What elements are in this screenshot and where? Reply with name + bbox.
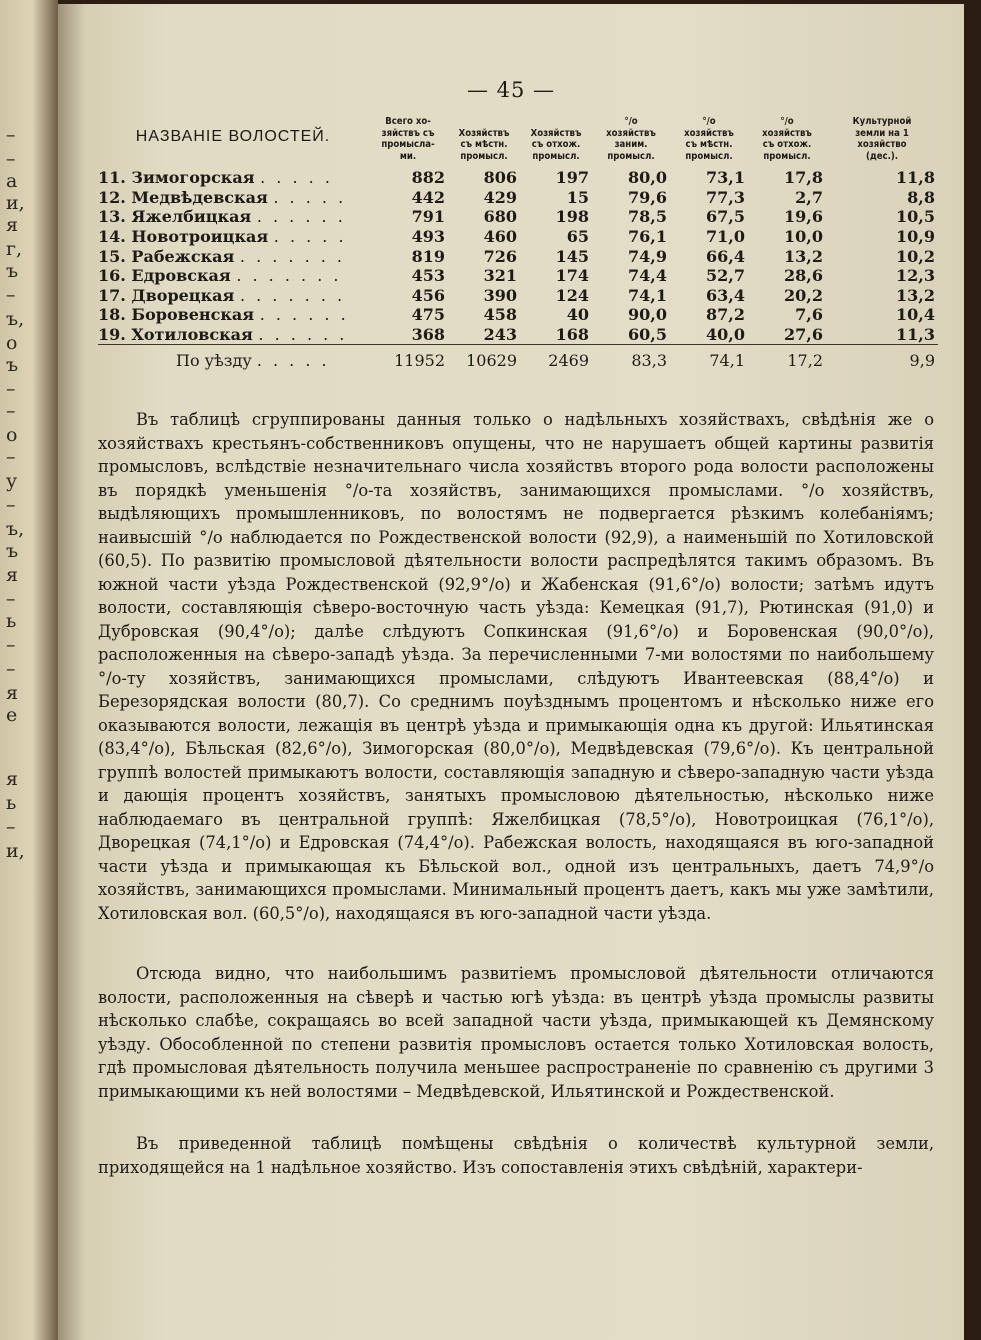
volost-name: Зимогорская <box>131 168 255 188</box>
row-number: 18. <box>98 305 126 325</box>
left-fragment: – <box>6 378 16 400</box>
table-cell: 456 <box>411 285 445 305</box>
table-cell: 79,6 <box>628 187 667 207</box>
leader-dots: . . . . . . . <box>239 246 346 266</box>
table-cell: 453 <box>411 266 445 286</box>
row-number: 17. <box>98 285 126 305</box>
paragraph: Въ таблицѣ сгруппированы данныя только о надѣльныхъ хозяйствахъ, свѣдѣнія же о хозяйствахъ крестьянъ-собственниковъ опущены, что не нарушаетъ общей картины развитія промысловъ, вслѣдствіе незначительнаго числа хозяйствъ второго рода волости расположены въ порядкѣ уменьшенія °/o-та хозяйствъ, занимающихся промыслами. °/o хозяйствъ, выдѣляющихъ промышленниковъ, по волостямъ не подвергается рѣзкимъ колебаніямъ; наивысшій °/o наблюдается по Рождественской волости (92,9), а наименьшій по Хотиловской (60,5). По развитію промысловой дѣятельности волости распредѣлятся такимъ образомъ. Въ южной части уѣзда Рождественской (92,9°/o) и Жабенская (91,6°/o) волости; затѣмъ идутъ волости, составляющія сѣверо-восточную часть уѣзда: Кемецкая (91,7), Рютинская (91,0) и Дубровская (90,4°/o); далѣе слѣдуютъ Сопкинская (91,6°/o) и Боровенская (90,0°/o), расположенныя на сѣверо-западѣ уѣзда. За перечисленными 7-ми волостями по наибольшему °/o-ту хозяйствъ, занимающихся промыслами, слѣдуютъ Ивантеевская (88,4°/o) и Березорядская волости (80,7). Со среднимъ поуѣзднымъ процентомъ и нѣсколько ниже его оказываются волости, лежащія въ центрѣ уѣзда и примыкающія одна къ другой: Ильятинская (83,4°/o), Бѣльская (82,6°/o), Зимогорская (80,0°/o), Медвѣдевская (79,6°/o). Къ центральной группѣ волостей примыкаютъ волости, составляющія западную и сѣверо-западную части уѣзда и дающія процентъ хозяйствъ, занятыхъ промысловою дѣятельностью, нѣсколько ниже наблюдаемаго въ центральной группѣ: Яжелбицкая (78,5°/o), Новотроицкая (76,1°/o), Дворецкая (74,1°/o) и Едровская (74,4°/o). Рабежская волость, находящаяся въ юго-западной части уѣзда и примыкающая къ Бѣльской вол., одной изъ центральныхъ, даетъ 74,9°/o хозяйствъ, занимающихся промыслами. Минимальный процентъ даетъ, какъ мы уже замѣтили, Хотиловская вол. (60,5°/o), находящаяся въ юго-западной части уѣзда. <box>98 410 934 923</box>
leader-dots: . . . . . <box>260 168 333 188</box>
table-cell: 442 <box>411 187 445 207</box>
left-fragment: – <box>6 400 16 422</box>
table-cell: 460 <box>483 227 517 247</box>
left-fragment: и, <box>6 192 25 214</box>
table-cell: 90,0 <box>628 305 667 325</box>
table-cell: 168 <box>555 325 589 345</box>
leader-dots: . . . . . . <box>258 325 348 345</box>
left-fragment: я <box>6 682 18 704</box>
table-cell: 78,5 <box>628 207 667 227</box>
left-fragment: у <box>6 470 18 492</box>
table-cell: 40 <box>566 305 589 325</box>
table-cell: 20,2 <box>784 285 823 305</box>
table-row <box>98 207 938 227</box>
table-cell: 10,4 <box>896 305 935 325</box>
row-number: 19. <box>98 325 126 345</box>
left-fragment: я <box>6 564 18 586</box>
volost-table <box>98 116 938 371</box>
table-cell: 11,8 <box>896 168 935 188</box>
leader-dots: . . . . . <box>256 350 330 370</box>
table-cell: 7,6 <box>795 305 823 325</box>
table-row <box>98 168 938 188</box>
table-cell: 66,4 <box>706 246 745 266</box>
table-cell: 2,7 <box>795 187 823 207</box>
table-cell: 17,8 <box>784 168 823 188</box>
row-number: 11. <box>98 168 126 188</box>
column-header-name: НАЗВАНІЕ ВОЛОСТЕЙ. <box>135 128 331 146</box>
page-number: — 45 — <box>466 78 556 102</box>
table-cell: 321 <box>483 266 517 286</box>
row-number: 16. <box>98 266 126 286</box>
leader-dots: . . . . . . <box>259 305 349 325</box>
table-cell: 28,6 <box>784 266 823 286</box>
table-cell: 13,2 <box>784 246 823 266</box>
table-cell: 493 <box>411 227 445 247</box>
table-cell: 10,2 <box>896 246 935 266</box>
left-fragment: – <box>6 658 16 680</box>
total-cell: 11952 <box>368 345 448 372</box>
table-cell: 65 <box>566 227 589 247</box>
left-fragment: – <box>6 124 16 146</box>
left-fragment: – <box>6 634 16 656</box>
left-fragment: я <box>6 768 18 790</box>
table-cell: 10,5 <box>896 207 935 227</box>
table-cell: 458 <box>483 305 517 325</box>
table-cell: 13,2 <box>896 285 935 305</box>
total-cell: 17,2 <box>748 345 826 372</box>
table-cell: 726 <box>483 246 517 266</box>
table-cell: 806 <box>483 168 517 188</box>
table-row <box>98 325 938 345</box>
left-fragment: а <box>6 170 18 192</box>
total-label: По уѣзду <box>176 350 252 370</box>
left-fragment: о <box>6 332 18 354</box>
left-fragment: – <box>6 588 16 610</box>
table-cell: 71,0 <box>706 227 745 247</box>
table-cell: 19,6 <box>784 207 823 227</box>
table-cell: 74,9 <box>628 246 667 266</box>
table-cell: 12,3 <box>896 266 935 286</box>
table-row <box>98 246 938 266</box>
table-cell: 197 <box>555 168 589 188</box>
volost-name: Рабежская <box>131 246 235 266</box>
volost-name-cell <box>98 325 368 345</box>
table-cell: 74,1 <box>628 285 667 305</box>
table-cell: 10,9 <box>896 227 935 247</box>
row-number: 13. <box>98 207 126 227</box>
left-page-edge <box>0 0 58 1340</box>
volost-name-cell <box>98 227 368 247</box>
table-cell: 15 <box>566 187 589 207</box>
table-cell: 390 <box>483 285 517 305</box>
left-fragment: е <box>6 704 18 726</box>
volost-name-cell <box>98 266 368 286</box>
total-cell: 9,9 <box>826 345 938 372</box>
table-cell: 429 <box>483 187 517 207</box>
volost-name-cell <box>98 188 368 208</box>
volost-name-cell <box>98 305 368 325</box>
total-cell: 10629 <box>448 345 520 372</box>
total-cell: 74,1 <box>670 345 748 372</box>
volost-name-cell <box>98 246 368 266</box>
leader-dots: . . . . . . . <box>236 266 342 286</box>
left-fragment: – <box>6 494 16 516</box>
leader-dots: . . . . . <box>273 227 347 247</box>
table-cell: 10,0 <box>784 227 823 247</box>
table-cell: 680 <box>483 207 517 227</box>
volost-name: Новотроицкая <box>131 227 269 247</box>
left-fragment: ь <box>6 610 17 632</box>
table-cell: 80,0 <box>628 168 667 188</box>
table-cell: 198 <box>555 207 589 227</box>
left-fragment: ъ, <box>6 308 25 330</box>
table-cell: 40,0 <box>706 325 745 345</box>
volost-name: Едровская <box>131 266 231 286</box>
table-cell: 882 <box>411 168 445 188</box>
table-cell: 74,4 <box>628 266 667 286</box>
table-cell: 243 <box>483 325 517 345</box>
table-cell: 27,6 <box>784 325 823 345</box>
paragraph-3-block <box>98 1132 934 1179</box>
table-cell: 8,8 <box>907 187 935 207</box>
left-fragment: ъ, <box>6 518 25 540</box>
left-fragment: – <box>6 816 16 838</box>
table-header-row <box>98 116 938 168</box>
total-label-cell <box>98 345 368 372</box>
total-cell: 2469 <box>520 345 592 372</box>
table-cell: 63,4 <box>706 285 745 305</box>
table-cell: 174 <box>555 266 589 286</box>
table-cell: 791 <box>411 207 445 227</box>
left-fragment: ъ <box>6 540 19 562</box>
left-fragment: ъ <box>6 354 19 376</box>
table-cell: 73,1 <box>706 168 745 188</box>
table-cell: 124 <box>555 285 589 305</box>
table-row <box>98 266 938 286</box>
left-fragment: – <box>6 446 16 468</box>
volost-name: Дворецкая <box>131 285 235 305</box>
leader-dots: . . . . . . . <box>239 285 346 305</box>
table-cell: 475 <box>411 305 445 325</box>
left-fragment: я <box>6 214 18 236</box>
row-number: 14. <box>98 227 126 247</box>
table-cell: 52,7 <box>706 266 745 286</box>
left-fragment: и, <box>6 840 25 862</box>
table-row <box>98 305 938 325</box>
volost-name-cell <box>98 207 368 227</box>
left-fragment: – <box>6 148 16 170</box>
row-number: 12. <box>98 187 126 207</box>
column-header-pct-local: °/o хозяйствъ съ мѣстн. промысл. <box>684 116 734 162</box>
row-number: 15. <box>98 246 126 266</box>
column-header-pct-total: °/o хозяйствъ заним. промысл. <box>606 116 656 162</box>
volost-name-cell <box>98 286 368 306</box>
volost-name: Боровенская <box>131 305 255 325</box>
volost-name: Хотиловская <box>131 325 253 345</box>
table-cell: 87,2 <box>706 305 745 325</box>
column-header-local: Хозяйствъ съ мѣстн. промысл. <box>458 127 510 162</box>
table-cell: 77,3 <box>706 187 745 207</box>
table-cell: 67,5 <box>706 207 745 227</box>
table-cell: 368 <box>411 325 445 345</box>
left-fragment: ъ <box>6 260 19 282</box>
paragraph-1-block <box>98 408 934 925</box>
column-header-total: Всего хо- зяйствъ съ промысла- ми. <box>381 116 435 162</box>
paragraph: Отсюда видно, что наибольшимъ развитіемъ промысловой дѣятельности отличаются волости, расположенныя на сѣверѣ и частью югѣ уѣзда: въ центрѣ уѣзда промыслы развиты нѣсколько слабѣе, сокращаясь во всей западной части уѣзда, примыкающей къ Демянскому уѣзду. Обособленной по степени развитія промысловъ остается только Хотиловская волость, гдѣ промысловая дѣятельность получила меньшее распространеніе по сравненію съ другими 3 примыкающими къ ней волостями – Медвѣдевской, Ильятинской и Рождественской. <box>98 964 934 1101</box>
table-cell: 60,5 <box>628 325 667 345</box>
column-header-pct-migrant: °/o хозяйствъ съ отхож. промысл. <box>762 116 812 162</box>
table-cell: 76,1 <box>628 227 667 247</box>
leader-dots: . . . . . . <box>256 207 346 227</box>
table-total-row <box>98 345 938 372</box>
volost-name-cell <box>98 168 368 188</box>
left-fragment: ь <box>6 792 17 814</box>
volost-name: Медвѣдевская <box>131 187 268 207</box>
table-row <box>98 227 938 247</box>
table-cell: 145 <box>555 246 589 266</box>
column-header-migrant: Хозяйствъ съ отхож. промысл. <box>530 127 582 162</box>
paragraph: Въ приведенной таблицѣ помѣщены свѣдѣнія о количествѣ культурной земли, приходящейся на 1 надѣльное хозяйство. Изъ сопоставленія этихъ свѣдѣній, характери- <box>98 1134 934 1177</box>
table-row <box>98 188 938 208</box>
paragraph-2-block <box>98 962 934 1103</box>
column-header-land: Культурной земли на 1 хозяйство (дес.). <box>852 116 912 162</box>
book-page <box>58 4 964 1340</box>
volost-name: Яжелбицкая <box>131 207 252 227</box>
left-fragment: г, <box>6 238 22 260</box>
left-fragment: – <box>6 284 16 306</box>
table-cell: 819 <box>411 246 445 266</box>
total-cell: 83,3 <box>592 345 670 372</box>
table-row <box>98 286 938 306</box>
table-cell: 11,3 <box>896 325 935 345</box>
leader-dots: . . . . . <box>273 187 347 207</box>
left-fragment: о <box>6 424 18 446</box>
